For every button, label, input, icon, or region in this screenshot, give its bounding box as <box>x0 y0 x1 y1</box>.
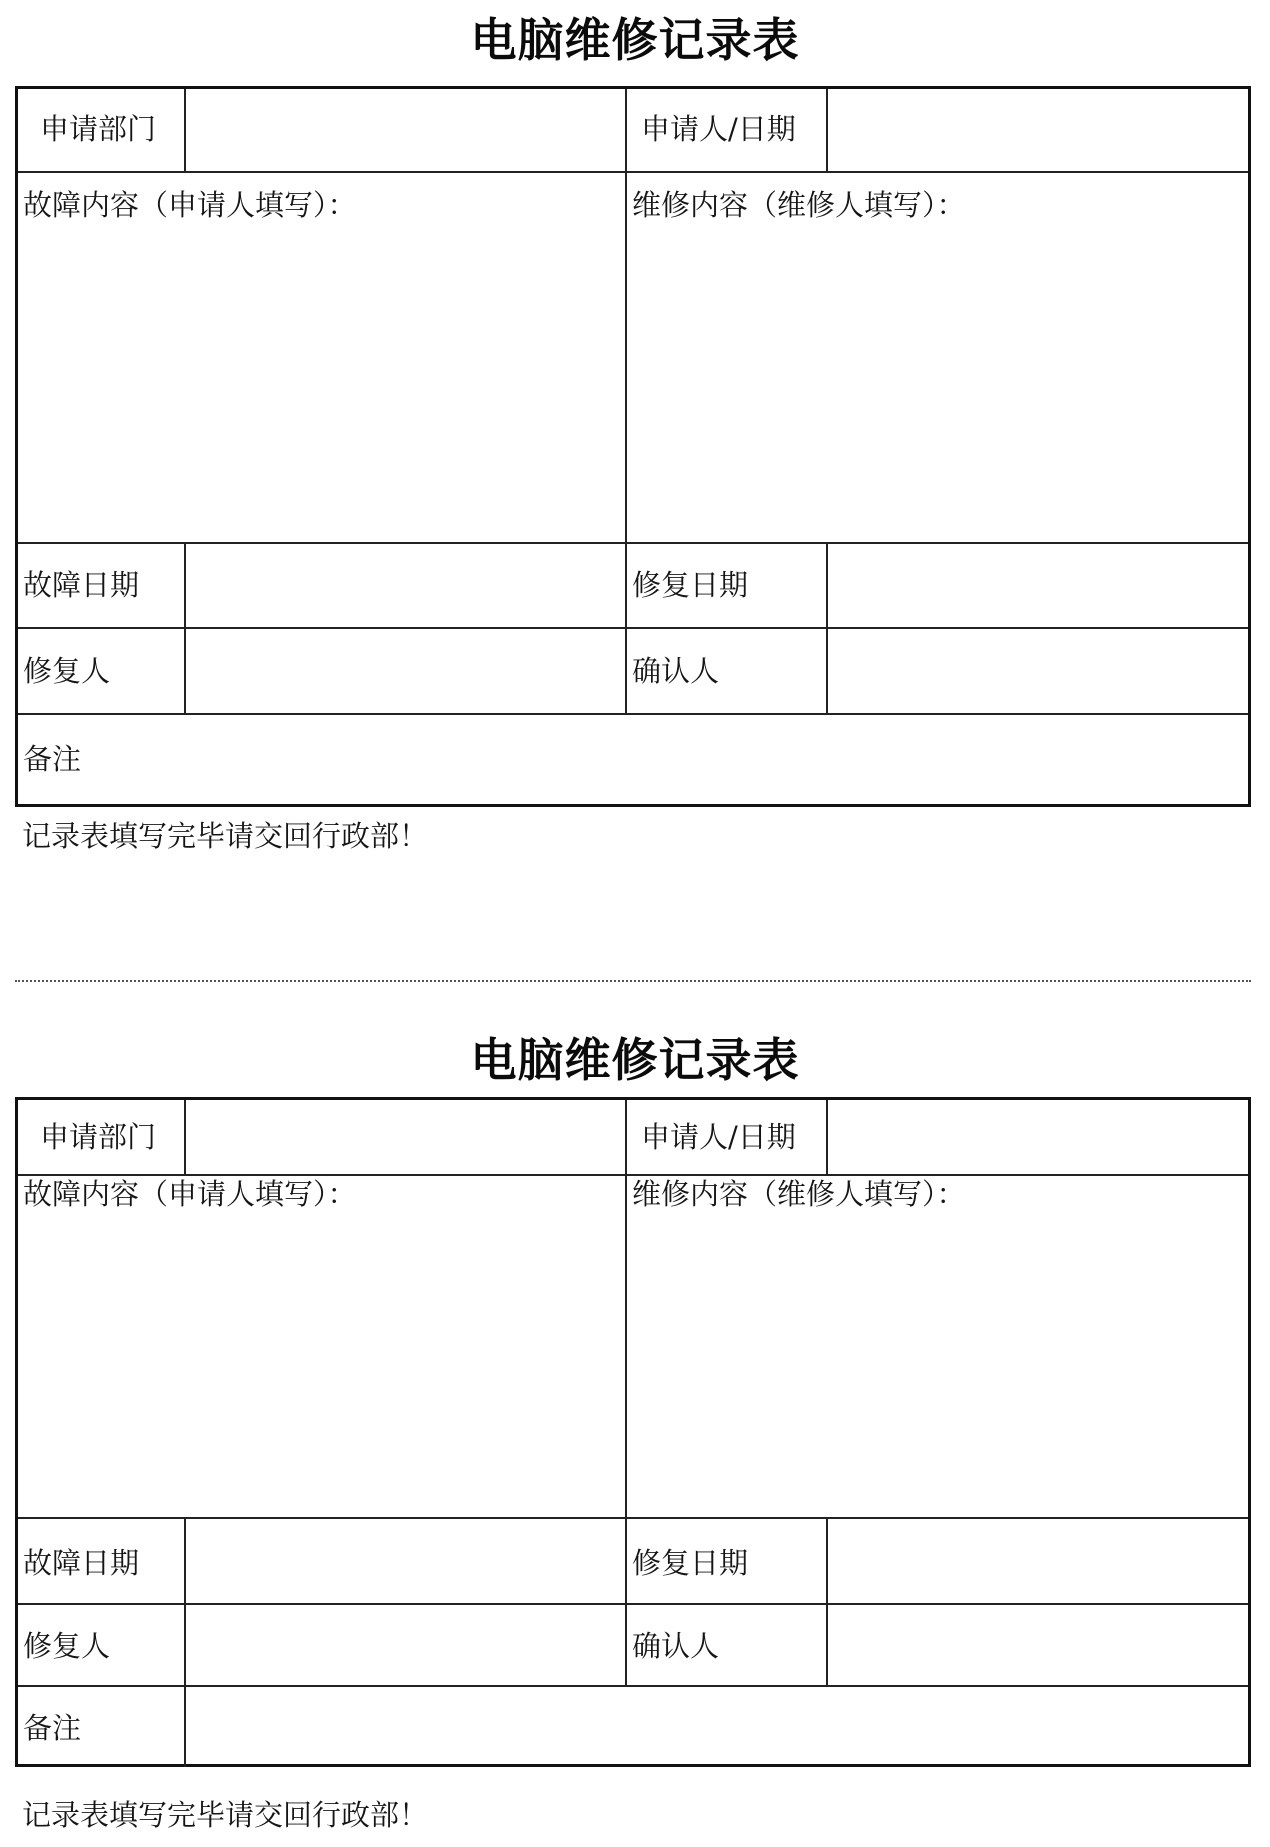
column-divider <box>826 542 828 715</box>
confirmer-field[interactable] <box>830 1606 1248 1684</box>
submission-note: 记录表填写完毕请交回行政部！ <box>22 819 429 853</box>
row-divider <box>18 1603 1248 1605</box>
fault-date-field[interactable] <box>188 1520 624 1602</box>
column-divider <box>826 89 828 173</box>
row-divider <box>18 713 1248 715</box>
repair-content-field[interactable] <box>630 225 1248 539</box>
remarks-field[interactable] <box>108 716 1248 804</box>
applicant-date-label: 申请人/日期 <box>641 1120 796 1154</box>
repairer-field[interactable] <box>188 630 624 712</box>
confirmer-field[interactable] <box>830 630 1248 712</box>
repairer-label: 修复人 <box>23 654 111 688</box>
column-divider <box>184 1517 186 1767</box>
column-divider <box>826 1517 828 1687</box>
fault-content-field[interactable] <box>20 1214 622 1514</box>
repairer-field[interactable] <box>188 1606 624 1684</box>
repair-record-form <box>15 1097 1251 1767</box>
row-divider <box>18 627 1248 629</box>
fault-content-label: 故障内容（申请人填写）： <box>23 1177 357 1211</box>
form-title: 电脑维修记录表 <box>470 1033 800 1087</box>
repair-record-form <box>15 86 1251 807</box>
remarks-field[interactable] <box>188 1688 1248 1764</box>
column-divider <box>625 89 627 715</box>
department-field[interactable] <box>188 89 624 171</box>
applicant-date-field[interactable] <box>830 89 1248 171</box>
remarks-label: 备注 <box>23 1711 82 1745</box>
column-divider <box>184 1100 186 1176</box>
repair-date-label: 修复日期 <box>632 1546 749 1580</box>
department-label: 申请部门 <box>40 112 157 146</box>
fault-content-label: 故障内容（申请人填写）： <box>23 188 357 222</box>
repairer-label: 修复人 <box>23 1629 111 1663</box>
form-title: 电脑维修记录表 <box>470 13 800 67</box>
row-divider <box>18 1685 1248 1687</box>
confirmer-label: 确认人 <box>632 654 720 688</box>
submission-note: 记录表填写完毕请交回行政部！ <box>22 1798 429 1832</box>
repair-content-label: 维修内容（维修人填写）： <box>632 1177 966 1211</box>
repair-date-field[interactable] <box>830 1520 1248 1602</box>
row-divider <box>18 1517 1248 1519</box>
remarks-label: 备注 <box>23 742 82 776</box>
fault-date-label: 故障日期 <box>23 1546 140 1580</box>
department-field[interactable] <box>188 1100 624 1174</box>
column-divider <box>184 542 186 715</box>
fault-content-field[interactable] <box>20 225 622 539</box>
fault-date-label: 故障日期 <box>23 568 140 602</box>
row-divider <box>18 542 1248 544</box>
column-divider <box>184 89 186 173</box>
applicant-date-field[interactable] <box>830 1100 1248 1174</box>
row-divider <box>18 171 1248 173</box>
column-divider <box>625 1100 627 1687</box>
applicant-date-label: 申请人/日期 <box>641 112 796 146</box>
repair-content-label: 维修内容（维修人填写）： <box>632 188 966 222</box>
repair-date-field[interactable] <box>830 545 1248 626</box>
fault-date-field[interactable] <box>188 545 624 626</box>
column-divider <box>826 1100 828 1176</box>
repair-content-field[interactable] <box>630 1214 1248 1514</box>
cut-line <box>15 980 1251 982</box>
confirmer-label: 确认人 <box>632 1629 720 1663</box>
repair-date-label: 修复日期 <box>632 568 749 602</box>
department-label: 申请部门 <box>40 1120 157 1154</box>
